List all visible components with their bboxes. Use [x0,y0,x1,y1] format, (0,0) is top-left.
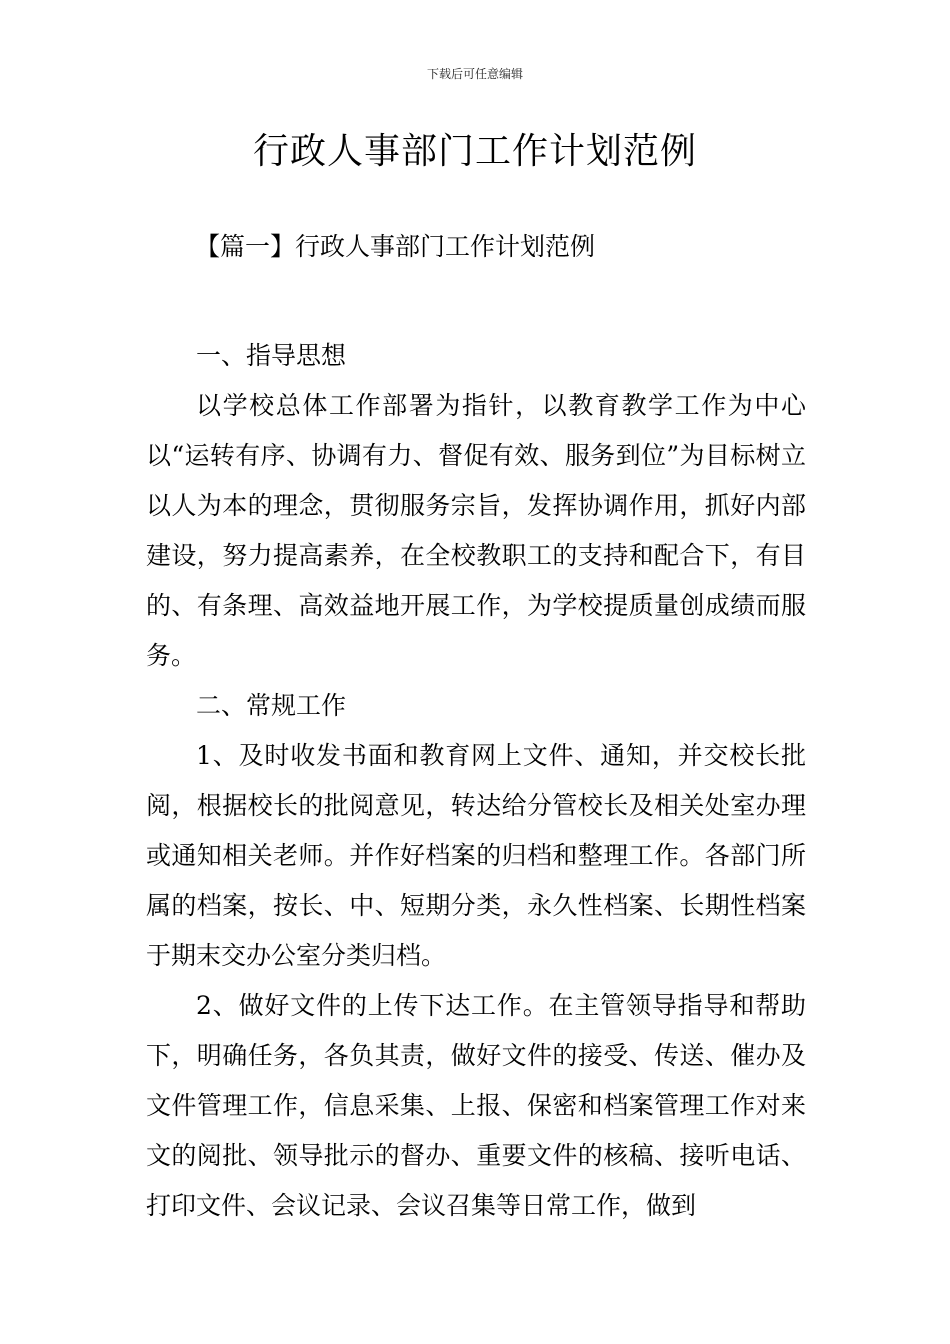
paragraph-item-1: 1、及时收发书面和教育网上文件、通知，并交校长批阅，根据校长的批阅意见，转达给分管校长及相关处室办理或通知相关老师。并作好档案的归档和整理工作。各部门所属的档案，按长、中、短期分类，永久性档案、长期性档案于期末交办公室分类归档。 [146,741,806,970]
paragraph-item-2: 2、做好文件的上传下达工作。在主管领导指导和帮助下，明确任务，各负其责，做好文件的接受、传送、催办及文件管理工作，信息采集、上报、保密和档案管理工作对来文的阅批、领导批示的督办、重要文件的核稿、接听电话、打印文件、会议记录、会议召集等日常工作，做到 [146,991,806,1220]
section-title: 【篇一】行政人事部门工作计划范例 [195,232,596,261]
document-title: 行政人事部门工作计划范例 [252,131,697,172]
header-note: 下载后可任意编辑 [426,67,523,81]
heading-routine-work: 二、常规工作 [196,691,347,720]
heading-guiding-thought: 一、指导思想 [196,341,347,370]
document-body [146,331,806,1231]
paragraph-guiding-thought: 以学校总体工作部署为指针，以教育教学工作为中心以“运转有序、协调有力、督促有效、服务到位”为目标树立以人为本的理念，贯彻服务宗旨，发挥协调作用，抓好内部建设，努力提高素养，在全校教职工的支持和配合下，有目的、有条理、高效益地开展工作，为学校提质量创成绩而服务。 [146,391,806,670]
